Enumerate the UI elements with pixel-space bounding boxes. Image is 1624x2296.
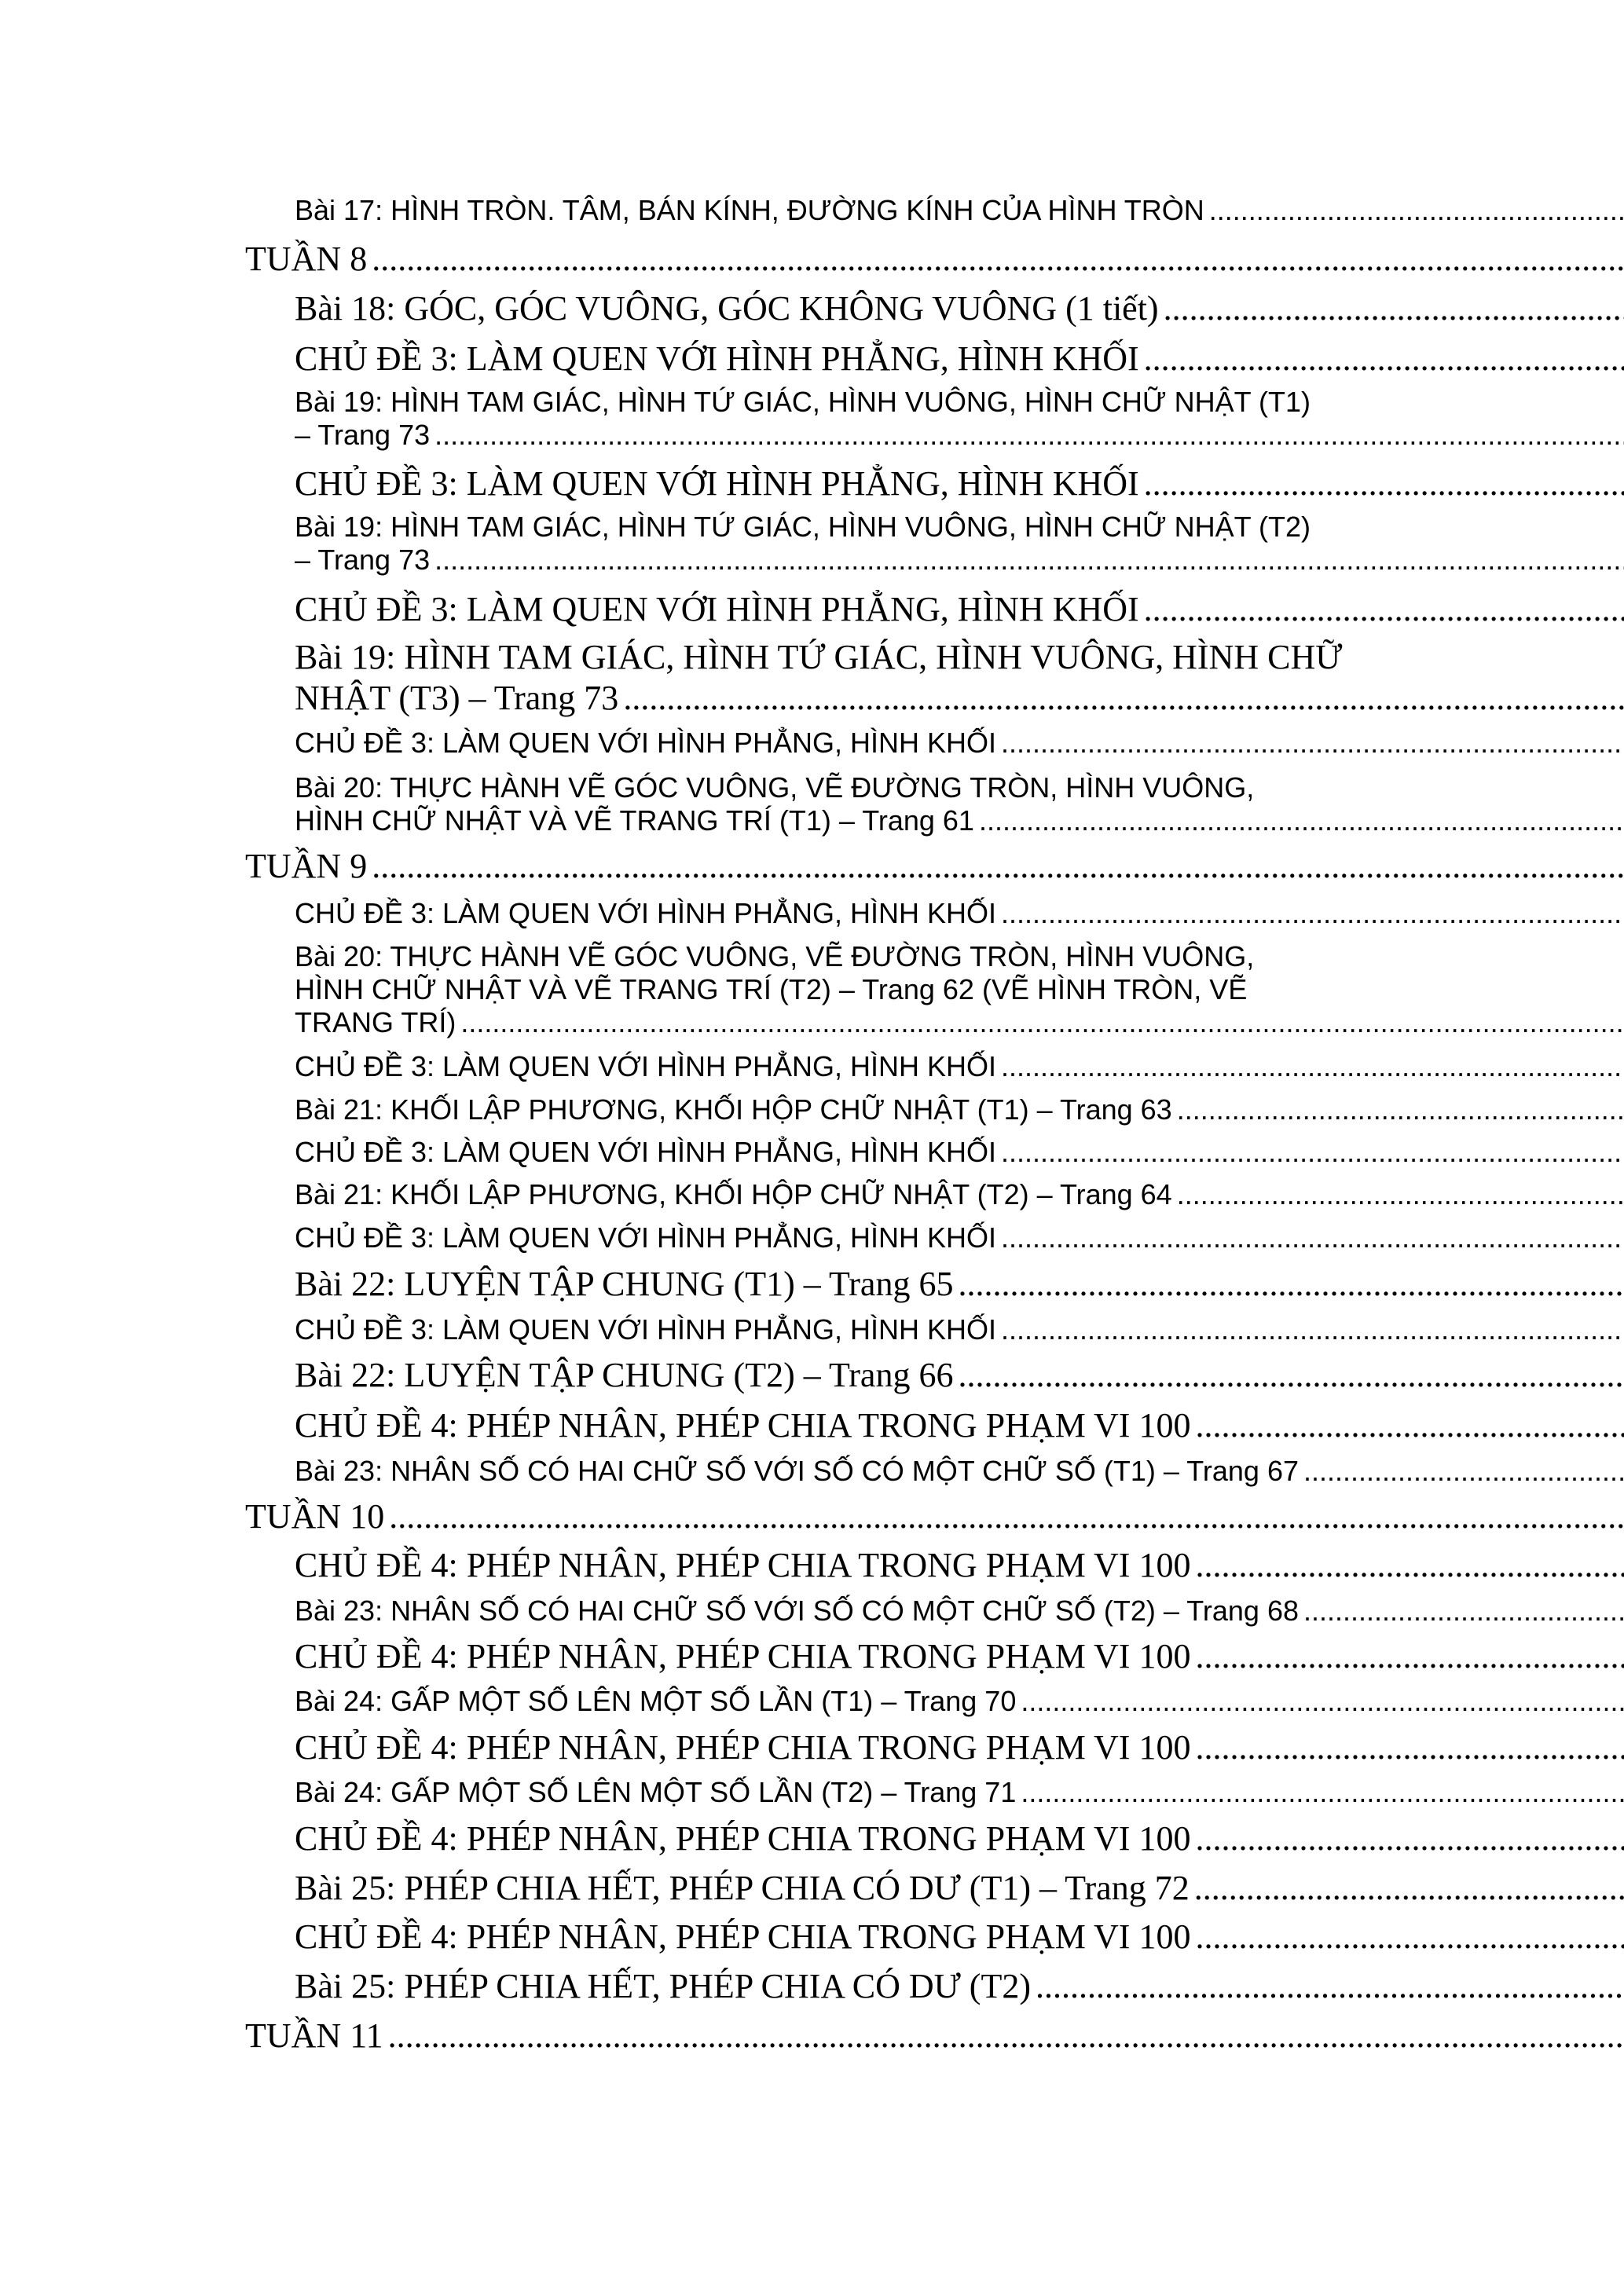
toc-entry[interactable]: [295, 637, 1624, 719]
toc-leader-dots: [958, 1264, 1624, 1305]
toc-entry-text: CHỦ ĐỀ 3: LÀM QUEN VỚI HÌNH PHẲNG, HÌNH KHỐI: [295, 1221, 996, 1254]
toc-entry-text: CHỦ ĐỀ 3: LÀM QUEN VỚI HÌNH PHẲNG, HÌNH KHỐI: [295, 1136, 996, 1168]
toc-entry-text: Bài 25: PHÉP CHIA HẾT, PHÉP CHIA CÓ DƯ (T1) – Trang 72: [295, 1869, 1190, 1907]
toc-entry-text: CHỦ ĐỀ 4: PHÉP NHÂN, PHÉP CHIA TRONG PHẠM VI 100: [295, 1637, 1191, 1675]
toc-topic-entry[interactable]: [295, 1727, 1624, 1768]
toc-leader-dots: [1195, 1545, 1624, 1586]
toc-entry[interactable]: [295, 1355, 1624, 1396]
toc-leader-dots: [389, 1496, 1624, 1537]
toc-leader-dots: [1001, 1313, 1624, 1346]
toc-topic-entry[interactable]: [295, 1050, 1624, 1083]
toc-entry-text: Bài 21: KHỐI LẬP PHƯƠNG, KHỐI HỘP CHỮ NHẬT (T1) – Trang 63: [295, 1093, 1172, 1126]
toc-leader-dots: [1177, 1093, 1624, 1126]
toc-entry[interactable]: [295, 1868, 1624, 1909]
toc-entry[interactable]: [295, 1776, 1624, 1809]
toc-week-heading[interactable]: [245, 1496, 1624, 1537]
toc-leader-dots: [1144, 589, 1624, 630]
toc-entry[interactable]: [295, 511, 1624, 577]
toc-entry-text: CHỦ ĐỀ 4: PHÉP NHÂN, PHÉP CHIA TRONG PHẠM VI 100: [295, 1728, 1191, 1767]
toc-topic-entry[interactable]: [295, 1917, 1624, 1957]
toc-entry-text: CHỦ ĐỀ 3: LÀM QUEN VỚI HÌNH PHẲNG, HÌNH KHỐI: [295, 464, 1139, 503]
toc-topic-entry[interactable]: [295, 1636, 1624, 1677]
toc-entry[interactable]: [295, 1966, 1624, 2007]
toc-leader-dots: [460, 1006, 1624, 1039]
toc-entry-text: TRANG TRÍ): [295, 1006, 456, 1038]
toc-entry-text: Bài 25: PHÉP CHIA HẾT, PHÉP CHIA CÓ DƯ (T2): [295, 1967, 1031, 2005]
toc-topic-entry[interactable]: [295, 339, 1624, 379]
toc-topic-entry[interactable]: [295, 589, 1624, 630]
toc-entry-text: Bài 21: KHỐI LẬP PHƯƠNG, KHỐI HỘP CHỮ NHẬT (T2) – Trang 64: [295, 1178, 1172, 1210]
toc-leader-dots: [1001, 1050, 1624, 1083]
toc-entry-text: TUẦN 10: [245, 1497, 385, 1536]
toc-leader-dots: [1195, 1727, 1624, 1768]
toc-week-heading[interactable]: [245, 2016, 1624, 2056]
toc-entry-text-line: Bài 19: HÌNH TAM GIÁC, HÌNH TỨ GIÁC, HÌNH VUÔNG, HÌNH CHỮ NHẬT (T1): [295, 386, 1311, 418]
toc-entry-text: Bài 23: NHÂN SỐ CÓ HAI CHỮ SỐ VỚI SỐ CÓ MỘT CHỮ SỐ (T2) – Trang 68: [295, 1595, 1299, 1627]
toc-entry-text: CHỦ ĐỀ 3: LÀM QUEN VỚI HÌNH PHẲNG, HÌNH KHỐI: [295, 1050, 996, 1082]
toc-entry-text-line: Bài 20: THỰC HÀNH VẼ GÓC VUÔNG, VẼ ĐƯỜNG TRÒN, HÌNH VUÔNG,: [295, 771, 1255, 804]
toc-entry[interactable]: [295, 386, 1624, 452]
toc-entry[interactable]: [295, 1093, 1624, 1126]
toc-entry-text: CHỦ ĐỀ 3: LÀM QUEN VỚI HÌNH PHẲNG, HÌNH KHỐI: [295, 339, 1139, 378]
toc-entry-text: TUẦN 8: [245, 240, 368, 278]
toc-leader-dots: [1001, 1221, 1624, 1254]
toc-topic-entry[interactable]: [295, 1545, 1624, 1586]
toc-entry-text-line: Bài 20: THỰC HÀNH VẼ GÓC VUÔNG, VẼ ĐƯỜNG TRÒN, HÌNH VUÔNG,: [295, 940, 1255, 972]
toc-week-heading[interactable]: [245, 846, 1624, 887]
toc-leader-dots: [1144, 339, 1624, 379]
toc-leader-dots: [1164, 288, 1624, 329]
toc-leader-dots: [1036, 1966, 1624, 2007]
toc-leader-dots: [1177, 1178, 1624, 1211]
toc-topic-entry[interactable]: [295, 727, 1624, 760]
toc-entry-text: NHẬT (T3) – Trang 73: [295, 679, 619, 717]
toc-entry-text: Bài 22: LUYỆN TẬP CHUNG (T2) – Trang 66: [295, 1356, 954, 1394]
toc-leader-dots: [1303, 1455, 1624, 1488]
toc-leader-dots: [958, 1355, 1624, 1396]
toc-entry-text: CHỦ ĐỀ 3: LÀM QUEN VỚI HÌNH PHẲNG, HÌNH KHỐI: [295, 590, 1139, 628]
toc-leader-dots: [1303, 1595, 1624, 1628]
toc-entry[interactable]: [295, 288, 1624, 329]
toc-leader-dots: [434, 544, 1624, 577]
toc-leader-dots: [1195, 1917, 1624, 1957]
toc-entry[interactable]: [295, 1455, 1624, 1488]
toc-entry-text: – Trang 73: [295, 544, 431, 576]
toc-leader-dots: [372, 846, 1624, 887]
toc-leader-dots: [1195, 1818, 1624, 1859]
toc-entry[interactable]: [295, 1264, 1624, 1305]
toc-topic-entry[interactable]: [295, 1221, 1624, 1254]
toc-entry-text: TUẦN 9: [245, 847, 368, 885]
toc-entry-text-line: Bài 19: HÌNH TAM GIÁC, HÌNH TỨ GIÁC, HÌNH VUÔNG, HÌNH CHỮ: [295, 638, 1343, 676]
toc-entry-text-line: Bài 19: HÌNH TAM GIÁC, HÌNH TỨ GIÁC, HÌNH VUÔNG, HÌNH CHỮ NHẬT (T2): [295, 511, 1311, 543]
toc-leader-dots: [1001, 1136, 1624, 1169]
toc-topic-entry[interactable]: [295, 1136, 1624, 1169]
toc-entry-text: Bài 17: HÌNH TRÒN. TÂM, BÁN KÍNH, ĐƯỜNG KÍNH CỦA HÌNH TRÒN: [295, 194, 1204, 226]
toc-leader-dots: [372, 239, 1624, 280]
toc-entry-text: CHỦ ĐỀ 4: PHÉP NHÂN, PHÉP CHIA TRONG PHẠM VI 100: [295, 1917, 1191, 1956]
toc-leader-dots: [1001, 897, 1624, 930]
toc-entry[interactable]: [295, 194, 1624, 227]
toc-topic-entry[interactable]: [295, 463, 1624, 504]
toc-leader-dots: [434, 419, 1624, 452]
toc-leader-dots: [979, 804, 1624, 837]
toc-entry-text: Bài 18: GÓC, GÓC VUÔNG, GÓC KHÔNG VUÔNG (1 tiết): [295, 289, 1159, 328]
toc-leader-dots: [1021, 1776, 1624, 1809]
toc-entry[interactable]: [295, 1685, 1624, 1718]
toc-entry-text: CHỦ ĐỀ 4: PHÉP NHÂN, PHÉP CHIA TRONG PHẠM VI 100: [295, 1406, 1191, 1445]
toc-entry-text: Bài 24: GẤP MỘT SỐ LÊN MỘT SỐ LẦN (T2) – Trang 71: [295, 1776, 1017, 1808]
toc-entry[interactable]: [295, 1595, 1624, 1628]
toc-leader-dots: [388, 2016, 1624, 2056]
toc-entry-text: Bài 24: GẤP MỘT SỐ LÊN MỘT SỐ LẦN (T1) – Trang 70: [295, 1685, 1017, 1717]
toc-topic-entry[interactable]: [295, 897, 1624, 930]
toc-entry-text: – Trang 73: [295, 419, 431, 451]
toc-leader-dots: [1209, 194, 1624, 227]
toc-topic-entry[interactable]: [295, 1818, 1624, 1859]
toc-entry-text: CHỦ ĐỀ 4: PHÉP NHÂN, PHÉP CHIA TRONG PHẠM VI 100: [295, 1546, 1191, 1584]
toc-entry-text: Bài 22: LUYỆN TẬP CHUNG (T1) – Trang 65: [295, 1265, 954, 1303]
toc-topic-entry[interactable]: [295, 1313, 1624, 1346]
toc-entry-text: HÌNH CHỮ NHẬT VÀ VẼ TRANG TRÍ (T1) – Trang 61: [295, 804, 974, 837]
toc-entry[interactable]: [295, 771, 1624, 837]
toc-entry-text: TUẦN 11: [245, 2016, 383, 2055]
toc-topic-entry[interactable]: [295, 1405, 1624, 1446]
toc-leader-dots: [1195, 1405, 1624, 1446]
toc-leader-dots: [623, 678, 1624, 719]
toc-entry-text: CHỦ ĐỀ 4: PHÉP NHÂN, PHÉP CHIA TRONG PHẠM VI 100: [295, 1819, 1191, 1858]
toc-entry[interactable]: [295, 940, 1624, 1039]
toc-leader-dots: [1021, 1685, 1624, 1718]
toc-leader-dots: [1144, 463, 1624, 504]
toc-entry-text: CHỦ ĐỀ 3: LÀM QUEN VỚI HÌNH PHẲNG, HÌNH KHỐI: [295, 1313, 996, 1346]
toc-entry-text-line: HÌNH CHỮ NHẬT VÀ VẼ TRANG TRÍ (T2) – Trang 62 (VẼ HÌNH TRÒN, VẼ: [295, 973, 1248, 1005]
toc-leader-dots: [1195, 1636, 1624, 1677]
toc-leader-dots: [1194, 1868, 1624, 1909]
toc-entry-text: Bài 23: NHÂN SỐ CÓ HAI CHỮ SỐ VỚI SỐ CÓ MỘT CHỮ SỐ (T1) – Trang 67: [295, 1455, 1299, 1487]
toc-entry[interactable]: [295, 1178, 1624, 1211]
toc-leader-dots: [1001, 727, 1624, 760]
toc-entry-text: CHỦ ĐỀ 3: LÀM QUEN VỚI HÌNH PHẲNG, HÌNH KHỐI: [295, 727, 996, 759]
toc-entry-text: CHỦ ĐỀ 3: LÀM QUEN VỚI HÌNH PHẲNG, HÌNH KHỐI: [295, 897, 996, 929]
toc-week-heading[interactable]: [245, 239, 1624, 280]
